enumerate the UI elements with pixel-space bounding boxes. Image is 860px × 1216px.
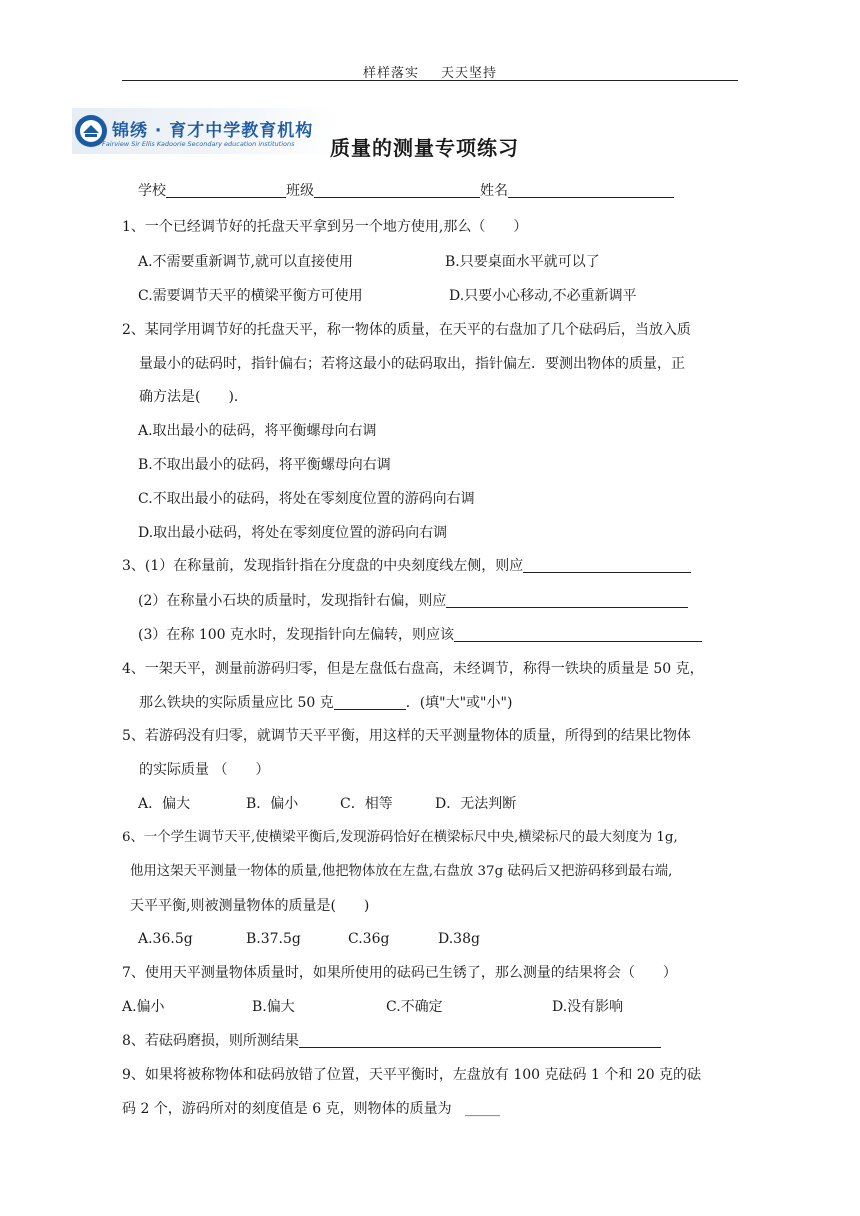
q3-part-3 (138, 626, 702, 644)
header-motto-1: 样样落实 (362, 66, 419, 81)
q1-stem: 1、一个已经调节好的托盘天平拿到另一个地方使用,那么（ ） (122, 219, 528, 235)
q2-option-a[interactable]: A.取出最小的砝码，将平衡螺母向右调 (138, 423, 377, 439)
q5-option-b[interactable]: B．偏小 (246, 796, 299, 812)
header-motto (0, 62, 860, 81)
q9-line-2 (122, 1100, 500, 1118)
q5-option-c[interactable]: C．相等 (340, 796, 393, 812)
q4-line-2-text: 那么铁块的实际质量应比 50 克 (139, 695, 334, 711)
q9-blank[interactable]: _____ (464, 1101, 500, 1117)
school-label: 学校 (138, 183, 166, 199)
school-field[interactable] (166, 182, 286, 198)
q4-line-2 (139, 694, 512, 712)
q1-option-c[interactable]: C.需要调节天平的横梁平衡方可使用 (138, 288, 363, 304)
q9-line-2-text: 码 2 个，游码所对的刻度值是 6 克，则物体的质量为 (122, 1101, 452, 1117)
q5-option-d[interactable]: D．无法判断 (435, 796, 517, 812)
q6-line-2: 他用这架天平测量一物体的质量,他把物体放在左盘,右盘放 37g 砝码后又把游码移到最右端, (130, 864, 673, 879)
q7-option-b[interactable]: B.偏大 (252, 999, 295, 1015)
name-field[interactable] (508, 182, 674, 198)
header-motto-2: 天天坚持 (441, 66, 498, 81)
q2-line-3: 确方法是( )． (139, 389, 248, 405)
q2-line-1: 2、某同学用调节好的托盘天平，称一物体的质量，在天平的右盘加了几个砝码后，当放入质 (122, 322, 691, 338)
q6-option-b[interactable]: B.37.5g (246, 931, 301, 947)
q3-part-1-blank[interactable] (523, 557, 691, 573)
q8-line (122, 1032, 661, 1050)
q7-option-d[interactable]: D.没有影响 (552, 999, 624, 1015)
student-info-fields (138, 180, 674, 200)
q7-option-a[interactable]: A.偏小 (122, 999, 165, 1015)
q1-option-d[interactable]: D.只要小心移动,不必重新调平 (449, 288, 637, 304)
q7-option-c[interactable]: C.不确定 (386, 999, 443, 1015)
q6-line-1: 6、一个学生调节天平,使横梁平衡后,发现游码恰好在横梁标尺中央,横梁标尺的最大刻度为 1g, (122, 830, 678, 845)
class-field[interactable] (314, 182, 480, 198)
q2-option-c[interactable]: C.不取出最小的砝码，将处在零刻度位置的游码向右调 (138, 491, 475, 507)
logo-name-en: Fairview Sir Ellis Kadoorie Secondary education institutions (102, 140, 295, 148)
q3-part-2-text: (2）在称量小石块的质量时，发现指针右偏，则应 (138, 593, 447, 609)
q2-line-2: 量最小的砝码时，指针偏右；若将这最小的砝码取出，指针偏左．要测出物体的质量，正 (139, 356, 685, 372)
header-divider (122, 80, 738, 81)
q6-option-d[interactable]: D.38g (438, 931, 480, 947)
q2-option-d[interactable]: D.取出最小砝码，将处在零刻度位置的游码向右调 (138, 525, 448, 541)
logo-name-cn: 锦绣 · 育才中学教育机构 (112, 121, 314, 141)
q3-part-2-blank[interactable] (446, 592, 688, 608)
q7-stem: 7、使用天平测量物体质量时，如果所使用的砝码已生锈了，那么测量的结果将会（ ） (122, 965, 677, 981)
q4-line-2-suffix: ．(填"大"或"小") (405, 695, 513, 711)
q3-part-3-blank[interactable] (454, 626, 702, 642)
q1-option-b[interactable]: B.只要桌面水平就可以了 (445, 254, 600, 270)
q5-line-2: 的实际质量 （ ） (139, 762, 270, 778)
q4-line-1: 4、一架天平，测量前游码归零，但是左盘低右盘高，未经调节，称得一铁块的质量是 50 克， (122, 661, 704, 677)
q4-blank[interactable] (334, 694, 406, 710)
q2-option-b[interactable]: B.不取出最小的砝码，将平衡螺母向右调 (138, 457, 391, 473)
q9-line-1: 9、如果将被称物体和砝码放错了位置，天平平衡时，左盘放有 100 克砝码 1 个和 20 克的砝 (122, 1067, 702, 1083)
q5-option-a[interactable]: A．偏大 (138, 796, 191, 812)
page-title: 质量的测量专项练习 (330, 136, 519, 160)
q8-blank[interactable] (299, 1032, 661, 1048)
q8-stem: 8、若砝码磨损，则所测结果 (122, 1033, 299, 1049)
institution-logo (72, 108, 334, 154)
class-label: 班级 (286, 183, 314, 199)
name-label: 姓名 (480, 183, 508, 199)
q6-option-c[interactable]: C.36g (348, 931, 390, 947)
q3-part-1 (122, 557, 691, 575)
q6-option-a[interactable]: A.36.5g (138, 931, 193, 947)
q3-part-3-text: (3）在称 100 克水时，发现指针向左偏转，则应该 (138, 627, 454, 643)
q6-line-3: 天平平衡,则被测量物体的质量是( ) (130, 898, 370, 914)
q5-line-1: 5、若游码没有归零，就调节天平平衡，用这样的天平测量物体的质量，所得到的结果比物体 (122, 728, 691, 744)
q3-part-2 (138, 592, 688, 610)
q3-part-1-text: 3、(1）在称量前，发现指针指在分度盘的中央刻度线左侧，则应 (122, 558, 524, 574)
q1-option-a[interactable]: A.不需要重新调节,就可以直接使用 (138, 254, 354, 270)
